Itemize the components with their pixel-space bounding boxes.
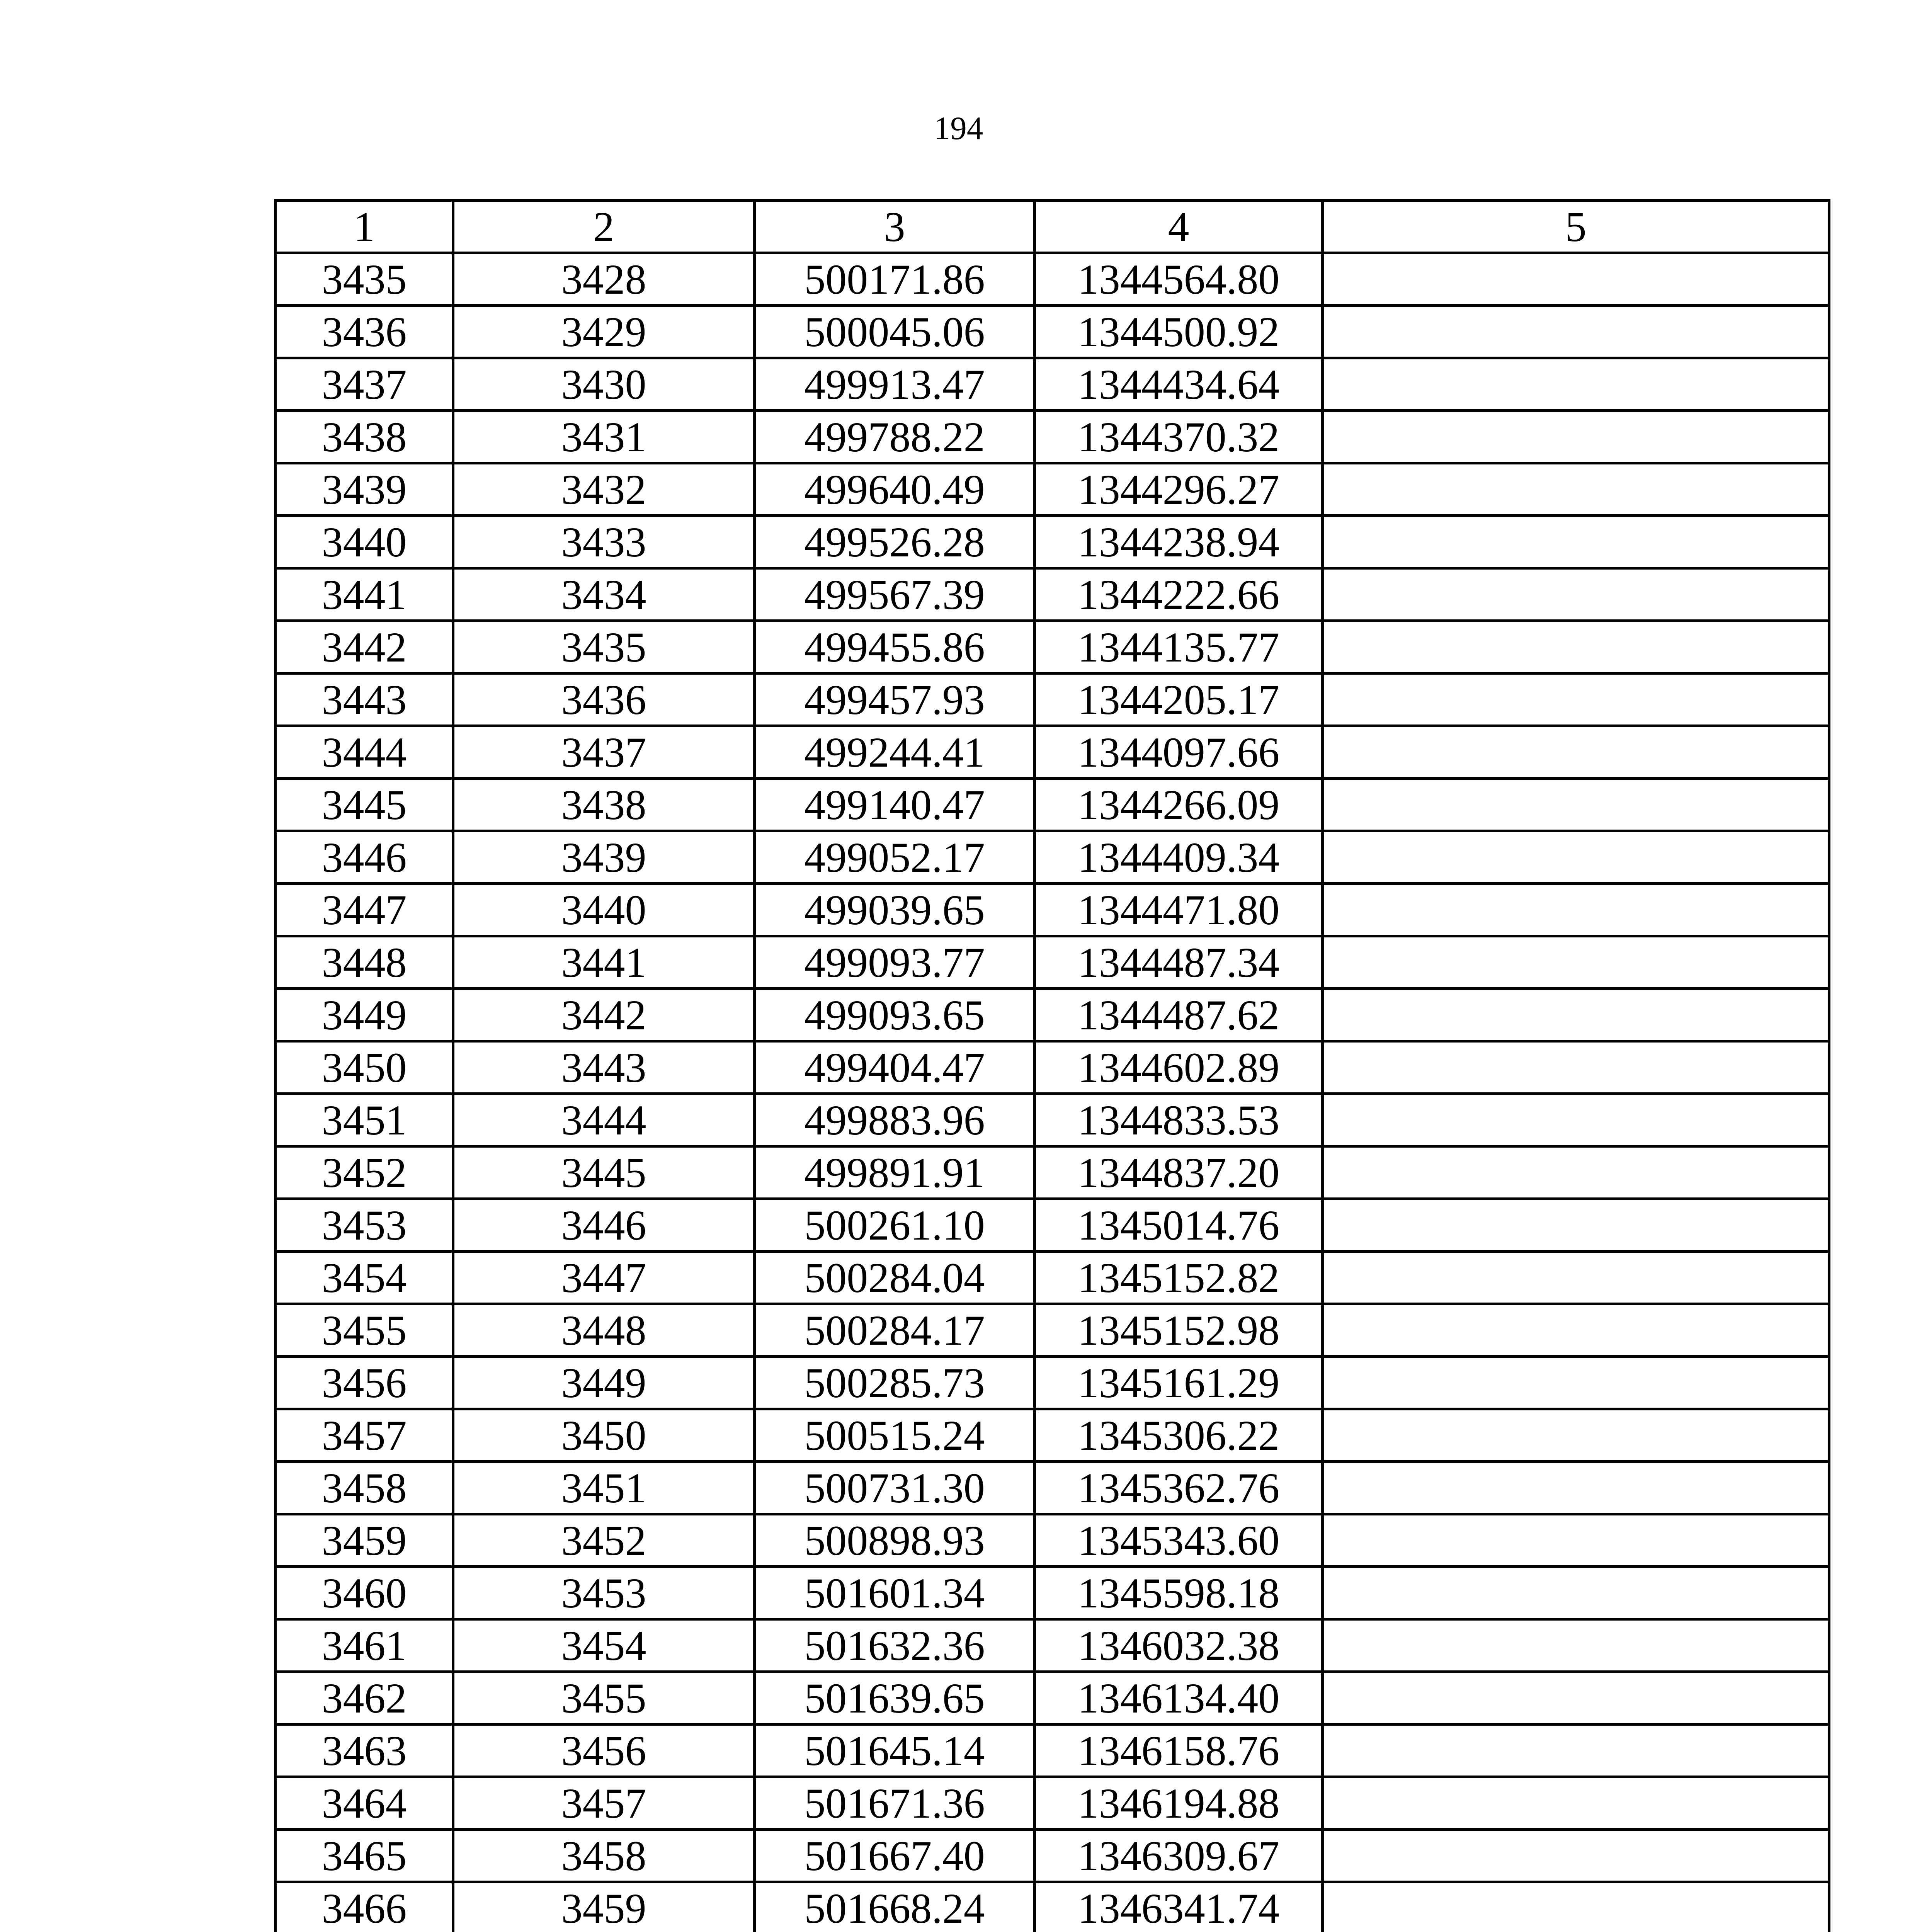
- x-coordinate-cell: 501667.40: [755, 1830, 1035, 1882]
- x-coordinate-cell: 501632.36: [755, 1619, 1035, 1672]
- y-coordinate-cell: 1344135.77: [1035, 621, 1323, 673]
- x-coordinate-cell: 499093.65: [755, 989, 1035, 1041]
- index-cell: 3443: [453, 1041, 755, 1094]
- note-cell: [1323, 621, 1829, 673]
- table-header-row: [276, 201, 1829, 253]
- note-cell: [1323, 306, 1829, 358]
- point-number-cell: 3448: [276, 936, 453, 989]
- note-cell: [1323, 358, 1829, 411]
- y-coordinate-cell: 1344837.20: [1035, 1146, 1323, 1199]
- x-coordinate-cell: 500261.10: [755, 1199, 1035, 1252]
- x-coordinate-cell: 499788.22: [755, 411, 1035, 463]
- note-cell: [1323, 463, 1829, 516]
- point-number-cell: 3451: [276, 1094, 453, 1146]
- table-row: [276, 1672, 1829, 1725]
- note-cell: [1323, 779, 1829, 831]
- page-number: 194: [934, 110, 983, 146]
- point-number-cell: 3439: [276, 463, 453, 516]
- x-coordinate-cell: 499567.39: [755, 568, 1035, 621]
- table-row: [276, 621, 1829, 673]
- point-number-cell: 3459: [276, 1514, 453, 1567]
- x-coordinate-cell: 499913.47: [755, 358, 1035, 411]
- x-coordinate-cell: 500285.73: [755, 1357, 1035, 1409]
- x-coordinate-cell: 501639.65: [755, 1672, 1035, 1725]
- index-cell: 3439: [453, 831, 755, 884]
- y-coordinate-cell: 1344564.80: [1035, 253, 1323, 306]
- note-cell: [1323, 1094, 1829, 1146]
- y-coordinate-cell: 1344487.62: [1035, 989, 1323, 1041]
- index-cell: 3459: [453, 1882, 755, 1932]
- y-coordinate-cell: 1344409.34: [1035, 831, 1323, 884]
- index-cell: 3429: [453, 306, 755, 358]
- note-cell: [1323, 1041, 1829, 1094]
- y-coordinate-cell: 1345152.98: [1035, 1304, 1323, 1357]
- x-coordinate-cell: 499526.28: [755, 516, 1035, 568]
- table-row: [276, 673, 1829, 726]
- table-row: [276, 936, 1829, 989]
- table-row: [276, 411, 1829, 463]
- table-row: [276, 253, 1829, 306]
- note-cell: [1323, 1409, 1829, 1462]
- x-coordinate-cell: 500731.30: [755, 1462, 1035, 1514]
- note-cell: [1323, 1830, 1829, 1882]
- note-cell: [1323, 831, 1829, 884]
- point-number-cell: 3464: [276, 1777, 453, 1830]
- table-row: [276, 989, 1829, 1041]
- y-coordinate-cell: 1346341.74: [1035, 1882, 1323, 1932]
- y-coordinate-cell: 1345598.18: [1035, 1567, 1323, 1619]
- table-row: [276, 1567, 1829, 1619]
- y-coordinate-cell: 1346309.67: [1035, 1830, 1323, 1882]
- index-cell: 3455: [453, 1672, 755, 1725]
- x-coordinate-cell: 499140.47: [755, 779, 1035, 831]
- header-cell-col-4: 4: [1035, 201, 1323, 253]
- index-cell: 3428: [453, 253, 755, 306]
- table-row: [276, 1304, 1829, 1357]
- table-row: [276, 1409, 1829, 1462]
- table-row: [276, 358, 1829, 411]
- index-cell: 3441: [453, 936, 755, 989]
- table-row: [276, 1514, 1829, 1567]
- note-cell: [1323, 1514, 1829, 1567]
- point-number-cell: 3440: [276, 516, 453, 568]
- point-number-cell: 3460: [276, 1567, 453, 1619]
- point-number-cell: 3450: [276, 1041, 453, 1094]
- table-row: [276, 1777, 1829, 1830]
- note-cell: [1323, 1252, 1829, 1304]
- y-coordinate-cell: 1344222.66: [1035, 568, 1323, 621]
- y-coordinate-cell: 1344097.66: [1035, 726, 1323, 779]
- index-cell: 3449: [453, 1357, 755, 1409]
- note-cell: [1323, 1725, 1829, 1777]
- index-cell: 3431: [453, 411, 755, 463]
- x-coordinate-cell: 500284.17: [755, 1304, 1035, 1357]
- index-cell: 3438: [453, 779, 755, 831]
- y-coordinate-cell: 1346134.40: [1035, 1672, 1323, 1725]
- index-cell: 3435: [453, 621, 755, 673]
- index-cell: 3458: [453, 1830, 755, 1882]
- table-row: [276, 463, 1829, 516]
- point-number-cell: 3462: [276, 1672, 453, 1725]
- note-cell: [1323, 1777, 1829, 1830]
- index-cell: 3457: [453, 1777, 755, 1830]
- index-cell: 3453: [453, 1567, 755, 1619]
- point-number-cell: 3435: [276, 253, 453, 306]
- note-cell: [1323, 1882, 1829, 1932]
- index-cell: 3446: [453, 1199, 755, 1252]
- index-cell: 3448: [453, 1304, 755, 1357]
- y-coordinate-cell: 1346158.76: [1035, 1725, 1323, 1777]
- point-number-cell: 3452: [276, 1146, 453, 1199]
- point-number-cell: 3454: [276, 1252, 453, 1304]
- note-cell: [1323, 726, 1829, 779]
- point-number-cell: 3463: [276, 1725, 453, 1777]
- note-cell: [1323, 884, 1829, 936]
- table-row: [276, 1830, 1829, 1882]
- point-number-cell: 3461: [276, 1619, 453, 1672]
- table-body: [276, 253, 1829, 1932]
- note-cell: [1323, 1619, 1829, 1672]
- point-number-cell: 3456: [276, 1357, 453, 1409]
- x-coordinate-cell: 501645.14: [755, 1725, 1035, 1777]
- note-cell: [1323, 1672, 1829, 1725]
- x-coordinate-cell: 499457.93: [755, 673, 1035, 726]
- index-cell: 3436: [453, 673, 755, 726]
- point-number-cell: 3446: [276, 831, 453, 884]
- note-cell: [1323, 936, 1829, 989]
- x-coordinate-cell: 499640.49: [755, 463, 1035, 516]
- point-number-cell: 3436: [276, 306, 453, 358]
- y-coordinate-cell: 1345014.76: [1035, 1199, 1323, 1252]
- header-cell-col-3: 3: [755, 201, 1035, 253]
- coordinate-table: [274, 199, 1830, 1932]
- index-cell: 3432: [453, 463, 755, 516]
- y-coordinate-cell: 1344833.53: [1035, 1094, 1323, 1146]
- point-number-cell: 3441: [276, 568, 453, 621]
- x-coordinate-cell: 500898.93: [755, 1514, 1035, 1567]
- point-number-cell: 3453: [276, 1199, 453, 1252]
- header-cell-col-5: 5: [1323, 201, 1829, 253]
- table-row: [276, 1094, 1829, 1146]
- y-coordinate-cell: 1345306.22: [1035, 1409, 1323, 1462]
- x-coordinate-cell: 499891.91: [755, 1146, 1035, 1199]
- table-row: [276, 1252, 1829, 1304]
- table-row: [276, 884, 1829, 936]
- y-coordinate-cell: 1344205.17: [1035, 673, 1323, 726]
- point-number-cell: 3447: [276, 884, 453, 936]
- point-number-cell: 3457: [276, 1409, 453, 1462]
- note-cell: [1323, 1304, 1829, 1357]
- index-cell: 3454: [453, 1619, 755, 1672]
- point-number-cell: 3455: [276, 1304, 453, 1357]
- index-cell: 3451: [453, 1462, 755, 1514]
- x-coordinate-cell: 499404.47: [755, 1041, 1035, 1094]
- y-coordinate-cell: 1346032.38: [1035, 1619, 1323, 1672]
- y-coordinate-cell: 1344238.94: [1035, 516, 1323, 568]
- y-coordinate-cell: 1344266.09: [1035, 779, 1323, 831]
- x-coordinate-cell: 500284.04: [755, 1252, 1035, 1304]
- x-coordinate-cell: 499052.17: [755, 831, 1035, 884]
- point-number-cell: 3465: [276, 1830, 453, 1882]
- header-cell-col-2: 2: [453, 201, 755, 253]
- index-cell: 3430: [453, 358, 755, 411]
- index-cell: 3437: [453, 726, 755, 779]
- table-row: [276, 516, 1829, 568]
- x-coordinate-cell: 501601.34: [755, 1567, 1035, 1619]
- y-coordinate-cell: 1345343.60: [1035, 1514, 1323, 1567]
- note-cell: [1323, 1146, 1829, 1199]
- note-cell: [1323, 673, 1829, 726]
- table-row: [276, 1725, 1829, 1777]
- y-coordinate-cell: 1346194.88: [1035, 1777, 1323, 1830]
- y-coordinate-cell: 1345161.29: [1035, 1357, 1323, 1409]
- y-coordinate-cell: 1344370.32: [1035, 411, 1323, 463]
- point-number-cell: 3438: [276, 411, 453, 463]
- table-row: [276, 831, 1829, 884]
- index-cell: 3445: [453, 1146, 755, 1199]
- point-number-cell: 3443: [276, 673, 453, 726]
- y-coordinate-cell: 1344500.92: [1035, 306, 1323, 358]
- index-cell: 3442: [453, 989, 755, 1041]
- x-coordinate-cell: 500171.86: [755, 253, 1035, 306]
- index-cell: 3440: [453, 884, 755, 936]
- note-cell: [1323, 568, 1829, 621]
- point-number-cell: 3466: [276, 1882, 453, 1932]
- y-coordinate-cell: 1345152.82: [1035, 1252, 1323, 1304]
- table-row: [276, 1462, 1829, 1514]
- point-number-cell: 3444: [276, 726, 453, 779]
- y-coordinate-cell: 1345362.76: [1035, 1462, 1323, 1514]
- y-coordinate-cell: 1344487.34: [1035, 936, 1323, 989]
- point-number-cell: 3449: [276, 989, 453, 1041]
- y-coordinate-cell: 1344471.80: [1035, 884, 1323, 936]
- index-cell: 3433: [453, 516, 755, 568]
- index-cell: 3447: [453, 1252, 755, 1304]
- table-row: [276, 1146, 1829, 1199]
- y-coordinate-cell: 1344296.27: [1035, 463, 1323, 516]
- y-coordinate-cell: 1344434.64: [1035, 358, 1323, 411]
- index-cell: 3456: [453, 1725, 755, 1777]
- point-number-cell: 3445: [276, 779, 453, 831]
- note-cell: [1323, 989, 1829, 1041]
- table-row: [276, 1041, 1829, 1094]
- index-cell: 3452: [453, 1514, 755, 1567]
- note-cell: [1323, 1199, 1829, 1252]
- x-coordinate-cell: 501668.24: [755, 1882, 1035, 1932]
- x-coordinate-cell: 499093.77: [755, 936, 1035, 989]
- point-number-cell: 3442: [276, 621, 453, 673]
- header-cell-col-1: 1: [276, 201, 453, 253]
- table-row: [276, 1882, 1829, 1932]
- table-row: [276, 306, 1829, 358]
- note-cell: [1323, 411, 1829, 463]
- x-coordinate-cell: 499244.41: [755, 726, 1035, 779]
- y-coordinate-cell: 1344602.89: [1035, 1041, 1323, 1094]
- x-coordinate-cell: 499455.86: [755, 621, 1035, 673]
- index-cell: 3434: [453, 568, 755, 621]
- note-cell: [1323, 516, 1829, 568]
- x-coordinate-cell: 499883.96: [755, 1094, 1035, 1146]
- table-row: [276, 1619, 1829, 1672]
- x-coordinate-cell: 499039.65: [755, 884, 1035, 936]
- point-number-cell: 3458: [276, 1462, 453, 1514]
- point-number-cell: 3437: [276, 358, 453, 411]
- note-cell: [1323, 253, 1829, 306]
- table-row: [276, 779, 1829, 831]
- index-cell: 3450: [453, 1409, 755, 1462]
- x-coordinate-cell: 500515.24: [755, 1409, 1035, 1462]
- note-cell: [1323, 1357, 1829, 1409]
- table-row: [276, 1199, 1829, 1252]
- table-row: [276, 726, 1829, 779]
- table-row: [276, 568, 1829, 621]
- note-cell: [1323, 1462, 1829, 1514]
- index-cell: 3444: [453, 1094, 755, 1146]
- x-coordinate-cell: 501671.36: [755, 1777, 1035, 1830]
- table-row: [276, 1357, 1829, 1409]
- note-cell: [1323, 1567, 1829, 1619]
- x-coordinate-cell: 500045.06: [755, 306, 1035, 358]
